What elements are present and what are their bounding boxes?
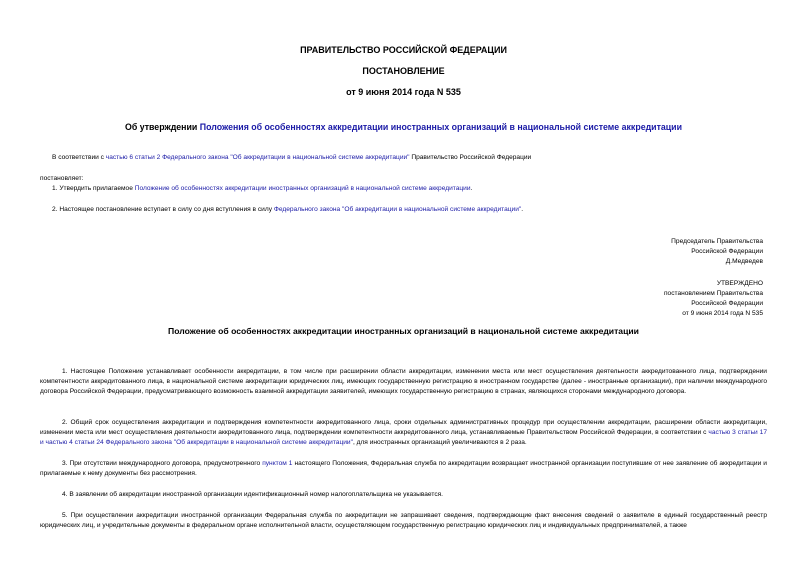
item-2-before: 2. Настоящее постановление вступает в силу со дня вступления в силу [52, 206, 274, 213]
approved-line-2: постановлением Правительства [663, 290, 763, 297]
gov-heading: ПРАВИТЕЛЬСТВО РОССИЙСКОЙ ФЕДЕРАЦИИ [300, 45, 507, 55]
item-1-after: . [470, 185, 473, 192]
preamble-before: В соответствии с [52, 154, 106, 161]
doc-title [0, 122, 807, 132]
paragraph-1: 1. Настоящее Положение устанавливает особенности аккредитации, в том числе при расширении области аккредитации, изменении места или мест осуществления деятельности аккредитованного лица, подтверждении компетентности аккредитованного лица, в национальной системе аккредитации юридических лиц, имеющих государственную регистрацию в иностранном государстве (далее - иностранные организации), при наличии международного договора Российской Федерации, предусматривающего возможность взаимной аккредитации заявителей, имеющих государственную регистрацию в странах, являющихся сторонами международного договора. [40, 368, 767, 395]
item-1 [52, 184, 472, 194]
federal-law-link[interactable]: Федерального закона "Об аккредитации в национальной системе аккредитации" [273, 206, 522, 213]
paragraph-3 [40, 459, 767, 479]
signature-line-3: Д.Медведев [725, 258, 763, 265]
approved-block [563, 279, 763, 319]
regulation-title: Положение об особенностях аккредитации иностранных организаций в национальной системе аккредитации [168, 326, 639, 336]
law-articles-17-24-link[interactable]: частью 3 статьи 17 и частью 4 статьи 24 Федерального закона "Об аккредитации в национальной системе аккредитации" [40, 429, 767, 446]
preamble-after: Правительство Российской Федерации [409, 154, 532, 161]
item-1-before: 1. Утвердить прилагаемое [52, 185, 135, 192]
preamble [52, 153, 531, 163]
paragraph-4: 4. В заявлении об аккредитации иностранной организации идентификационный номер налогоплательщика не указывается. [62, 491, 444, 498]
doc-title-link[interactable]: Положения об особенностях аккредитации иностранных организаций в национальной системе аккредитации [199, 122, 682, 132]
doc-title-prefix: Об утверждении [124, 122, 200, 132]
law-article-link[interactable]: частью 6 статьи 2 Федерального закона "Об аккредитации в национальной системе аккредитации" [105, 154, 410, 161]
regulation-link[interactable]: Положение об особенностях аккредитации иностранных организаций в национальной системе аккредитации [134, 185, 471, 192]
item-2-after: . [521, 206, 524, 213]
decrees-word: постановляет: [40, 175, 84, 182]
signature-block [563, 237, 763, 267]
paragraph-2-after: , для иностранных организаций увеличиваются в 2 раза. [352, 439, 527, 446]
approved-line-1: УТВЕРЖДЕНО [716, 280, 763, 287]
signature-line-2: Российской Федерации [691, 248, 763, 255]
point-1-link[interactable]: пунктом 1 [262, 460, 293, 467]
paragraph-3-after: настоящего Положения, Федеральная служба по аккредитации возвращает иностранной организации поступившие от нее заявление об аккредитации и прилагаемые к нему документы без рассмотрения. [40, 460, 767, 477]
paragraph-2 [40, 418, 767, 448]
item-2 [52, 205, 523, 215]
paragraph-3-before: 3. При отсутствии международного договора, предусмотренного [62, 460, 263, 467]
paragraph-5: 5. При осуществлении аккредитации иностранной организации Федеральная служба по аккредитации не запрашивает сведения, подтверждающие факт внесения сведений о заявителе в единый государственный реестр юридических лиц, и учредительные документы в федеральном органе исполнительной власти, осуществляющем государственную регистрацию юридических лиц и индивидуальных предпринимателей, а также [40, 512, 767, 529]
paragraph-2-before: 2. Общий срок осуществления аккредитации и подтверждения компетентности аккредитованного лица, сроки отдельных административных процедур при осуществлении аккредитации, расширении области аккредитации, изменении места или мест осуществления деятельности аккредитованного лица, подтверждении компетентности аккредитованного лица, устанавливаемые Правительством Российской Федерации, в соответствии с [40, 419, 767, 436]
approved-line-3: Российской Федерации [691, 300, 763, 307]
signature-line-1: Председатель Правительства [671, 238, 763, 245]
doc-date: от 9 июня 2014 года N 535 [346, 87, 461, 97]
approved-line-4: от 9 июня 2014 года N 535 [682, 310, 763, 317]
doc-type-heading: ПОСТАНОВЛЕНИЕ [362, 66, 445, 76]
